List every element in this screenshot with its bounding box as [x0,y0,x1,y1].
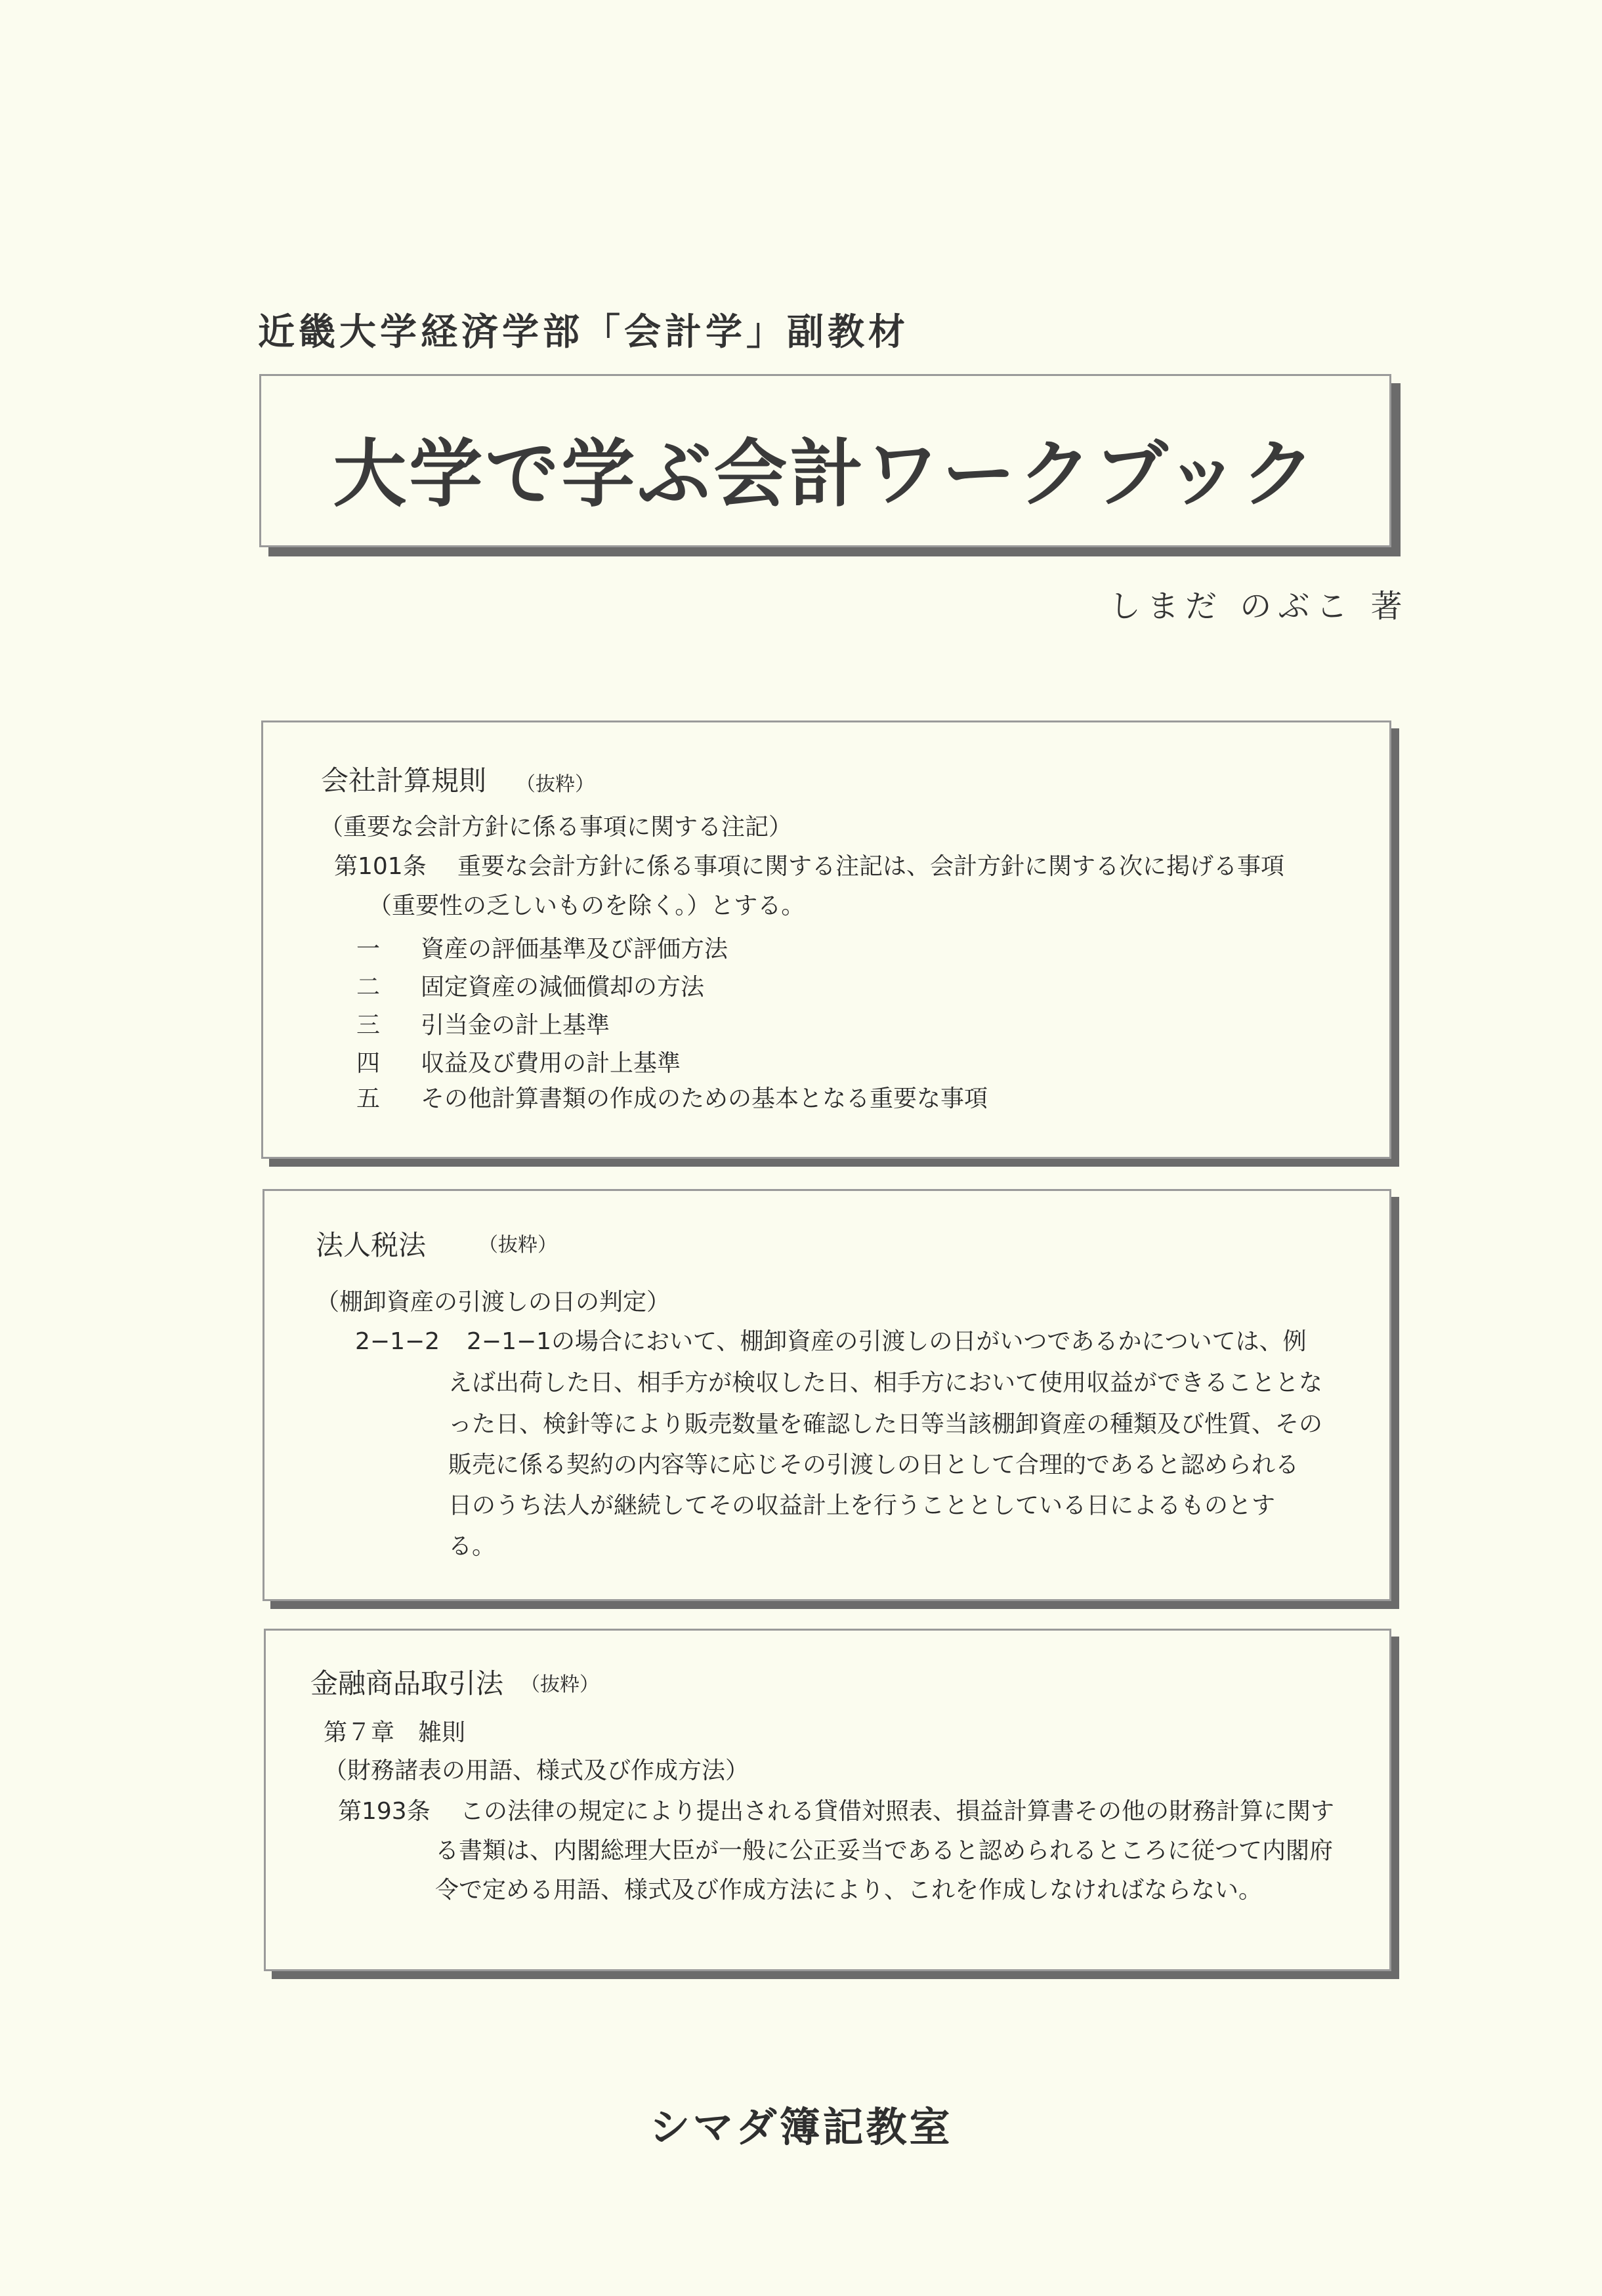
section1-article-text-1: 重要な会計方針に係る事項に関する注記は、会計方針に関する次に掲げる事項 [457,853,1285,880]
author-line: しまだ のぶこ 著 [1109,588,1409,625]
section1-item-text: その他計算書類の作成のための基本となる重要な事項 [421,1085,988,1112]
section2-heading-note: （抜粋） [478,1234,557,1257]
section1-article-text-2: （重要性の乏しいものを除く。）とする。 [368,892,805,919]
section1-caption: （重要な会計方針に係る事項に関する注記） [320,814,793,841]
section1-item-num: 三 [356,1012,381,1039]
section2-article-number: 2−1−2 [355,1328,440,1355]
section3-caption: （財務諸表の用語、様式及び作成方法） [324,1757,749,1784]
section3-heading: 金融商品取引法 [310,1667,504,1700]
section1-item-num: 四 [356,1050,381,1077]
title-box [259,374,1391,547]
section3-line: 令で定める用語、様式及び作成方法により、これを作成しなければならない。 [435,1877,1263,1904]
section-company-accounting-rules [261,720,1391,1159]
section1-item-num: 一 [356,936,381,963]
section-corporate-tax-law [263,1189,1391,1601]
section2-line: る。 [448,1533,496,1560]
book-subtitle: 近畿大学経済学部「会計学」副教材 [258,311,909,354]
section3-line: この法律の規定により提出される貸借対照表、損益計算書その他の財務計算に関す [460,1798,1335,1825]
section3-article-number: 第193条 [338,1798,431,1825]
section3-heading-note: （抜粋） [520,1673,599,1696]
section2-line: 日のうち法人が継続してその収益計上を行うこととしている日によるものとす [448,1492,1276,1519]
section1-item-text: 資産の評価基準及び評価方法 [421,936,728,963]
publisher-name: シマダ簿記教室 [649,2103,953,2151]
section1-item-text: 収益及び費用の計上基準 [421,1050,681,1077]
section2-line: 販売に係る契約の内容等に応じその引渡しの日として合理的であると認められる [448,1451,1299,1478]
book-title: 大学で学ぶ会計ワークブック [333,432,1318,517]
section1-heading-note: （抜粋） [516,773,595,796]
section2-heading: 法人税法 [316,1229,427,1261]
section1-heading: 会社計算規則 [321,764,487,797]
section2-line: った日、検針等により販売数量を確認した日等当該棚卸資産の種類及び性質、その [448,1411,1323,1438]
section-financial-instruments-law [264,1629,1391,1971]
section3-chapter: 第７章 雑則 [324,1719,466,1746]
section3-line: る書類は、内閣総理大臣が一般に公正妥当であると認められるところに従つて内閣府 [435,1837,1334,1864]
section1-item-text: 固定資産の減価償却の方法 [421,974,705,1001]
section2-line: えば出荷した日、相手方が検収した日、相手方において使用収益ができることとな [448,1369,1323,1396]
section1-article-number: 第101条 [334,853,427,880]
section2-line: 2−1−1の場合において、棚卸資産の引渡しの日がいつであるかについては、例 [467,1328,1307,1355]
section1-item-num: 二 [356,974,381,1001]
section1-item-text: 引当金の計上基準 [421,1012,610,1039]
section2-caption: （棚卸資産の引渡しの日の判定） [316,1289,671,1316]
section1-item-num: 五 [356,1085,381,1112]
